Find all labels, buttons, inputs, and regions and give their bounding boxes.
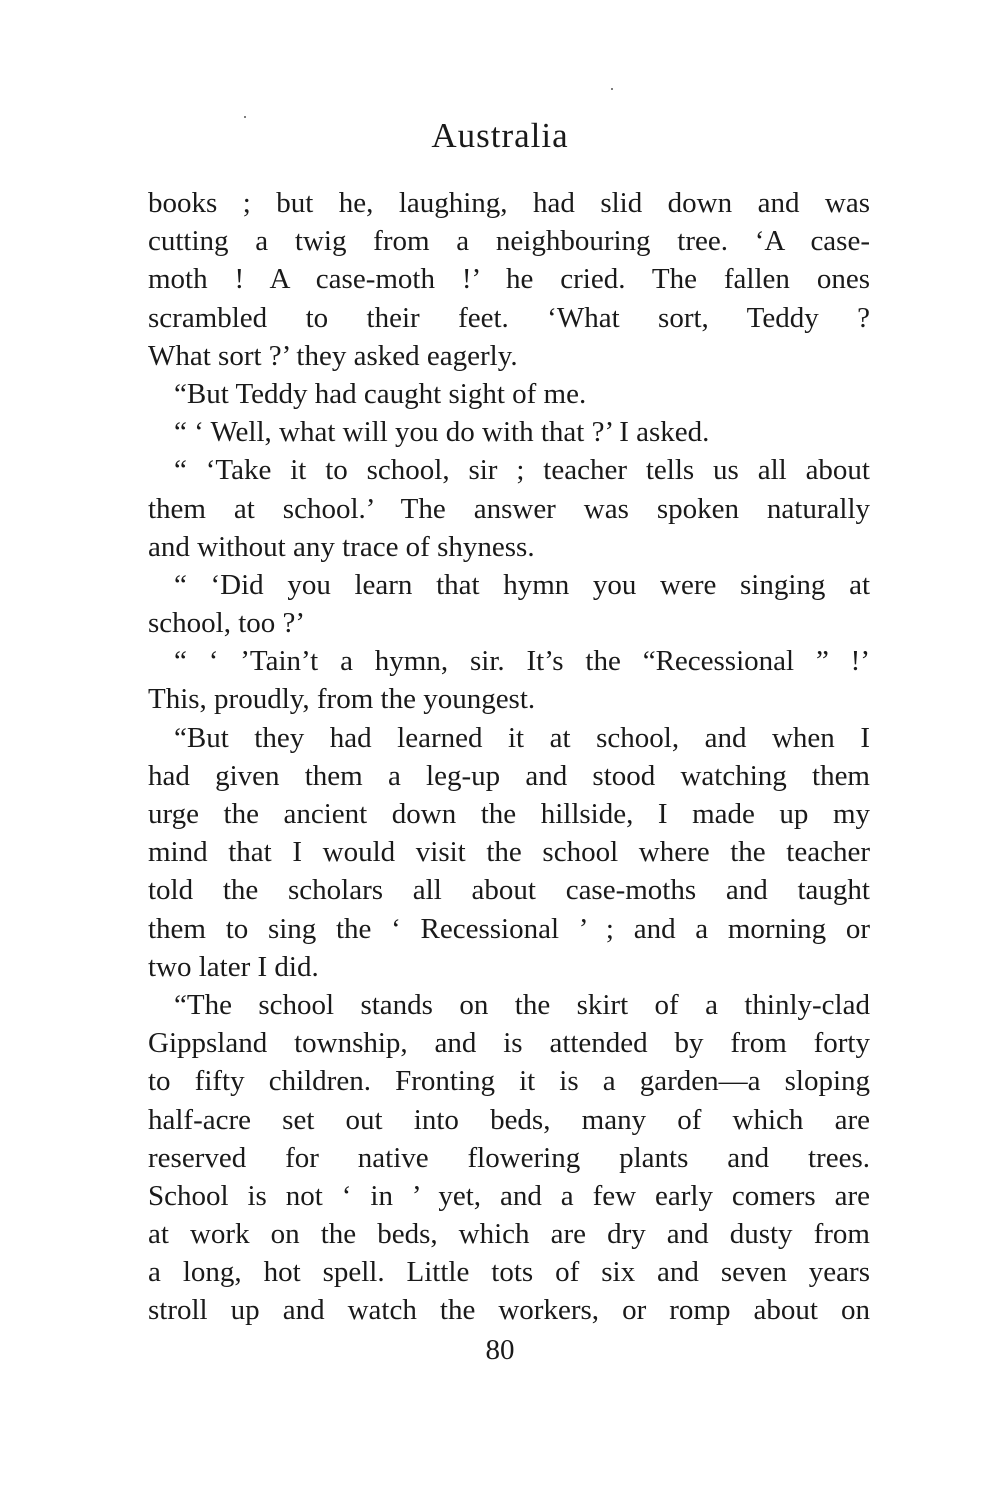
text-line: “The school stands on the skirt of a thinly-clad [174, 988, 870, 1021]
text-line: “ ‘Take it to school, sir ; teacher tells us all about [174, 454, 870, 487]
text-line: mind that I would visit the school where the teacher [148, 836, 870, 869]
text-line: cutting a twig from a neighbouring tree. ‘A case- [148, 225, 870, 258]
text-line: half-acre set out into beds, many of which are [148, 1103, 870, 1136]
text-line: books ; but he, laughing, had slid down and was [148, 187, 870, 219]
text-line: reserved for native flowering plants and trees. [148, 1141, 870, 1174]
paper-speck [611, 88, 613, 90]
text-line: at work on the beds, which are dry and dusty from [148, 1218, 870, 1251]
text-line: to fifty children. Fronting it is a garden—a sloping [148, 1065, 870, 1098]
text-line: two later I did. [148, 950, 319, 983]
text-line: moth ! A case-moth !’ he cried. The fallen ones [148, 263, 870, 296]
text-line: them to sing the ‘ Recessional ’ ; and a morning or [148, 912, 870, 945]
body-text [148, 184, 870, 1330]
text-line: “ ‘ Well, what will you do with that ?’ I asked. [174, 416, 710, 449]
text-line: them at school.’ The answer was spoken naturally [148, 492, 870, 525]
text-line: school, too ?’ [148, 607, 306, 640]
text-line: “ ‘Did you learn that hymn you were singing at [174, 568, 870, 601]
text-line: “But they had learned it at school, and when I [174, 721, 870, 754]
page-number: 80 [485, 1334, 515, 1366]
text-line: This, proudly, from the youngest. [148, 683, 536, 716]
text-line: “ ‘ ’Tain’t a hymn, sir. It’s the “Recessional ” !’ [174, 645, 870, 678]
text-line: told the scholars all about case-moths and taught [148, 874, 870, 907]
text-line: urge the ancient down the hillside, I made up my [148, 798, 870, 830]
text-line: Gippsland township, and is attended by from forty [148, 1027, 870, 1060]
text-line: School is not ‘ in ’ yet, and a few early comers are [148, 1179, 870, 1212]
running-head: Australia [431, 116, 569, 155]
text-line: stroll up and watch the workers, or romp about on [148, 1294, 870, 1327]
text-line: had given them a leg-up and stood watching them [148, 759, 870, 792]
text-line: and without any trace of shyness. [148, 530, 535, 563]
text-line: scrambled to their feet. ‘What sort, Teddy ? [148, 301, 870, 334]
text-line: “But Teddy had caught sight of me. [174, 377, 587, 410]
text-line: a long, hot spell. Little tots of six and seven years [148, 1256, 870, 1289]
text-line: What sort ?’ they asked eagerly. [148, 339, 518, 372]
